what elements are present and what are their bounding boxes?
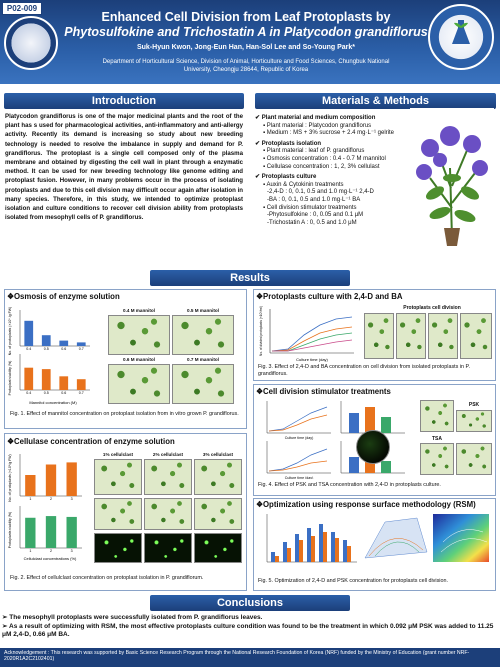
micrograph-culture-4	[460, 313, 492, 359]
micrograph-3pct-fluorescence	[194, 533, 242, 563]
figure-4-caption: Fig. 4. Effect of PSK and TSA concentration with 2,4-D in protoplasts culture.	[258, 482, 441, 488]
panel-osmosis-title: ❖Osmosis of enzyme solution	[7, 292, 120, 301]
panel-stimulator-title: ❖Cell division stimulator treatments	[256, 387, 391, 396]
micrograph-culture-dish	[356, 430, 390, 464]
stimulator-xlabel: Culture time (day)	[284, 476, 314, 479]
methods-item: ▪ Osmosis concentration : 0.4 - 0.7 M mannitol	[263, 155, 386, 162]
chart-tick-label: 0.5	[43, 391, 49, 395]
cellulase-xlabel: Cellulclast concentrations (%)	[23, 556, 77, 561]
chart-bar	[24, 321, 33, 346]
methods-subitem: -Phytosulfokine : 0, 0.05 and 0.1 μM	[267, 212, 364, 219]
micrograph-3pct-brightfield	[194, 459, 242, 495]
micrograph-psk-2	[456, 410, 492, 432]
methods-subitem: -2,4-D : 0, 0.1, 0.5 and 1.0 mg·L⁻¹ 2,4-D	[267, 189, 374, 196]
chart-bar	[59, 341, 68, 346]
micrograph-1pct-fluorescence	[94, 533, 142, 563]
chart-tick-label: 0.4	[26, 347, 32, 351]
poster-title: Enhanced Cell Division from Leaf Protoplasts by Phytosulfokine and Trichostatin A in Platycodon grandiflorus	[64, 10, 428, 39]
chart-bar	[42, 335, 51, 346]
micrograph-3pct-mid	[194, 498, 242, 530]
methods-item: ▪ Medium : MS + 3% sucrose + 2.4 mg·L⁻¹ gelrite	[263, 130, 395, 137]
methods-subitem: -BA : 0, 0.1, 0.5 and 1.0 mg·L⁻¹ BA	[267, 196, 361, 203]
poster-authors: Suk-Hyun Kwon, Jong-Eun Han, Han-Sol Lee and So-Young Park*	[136, 44, 356, 51]
section-conclusions: Conclusions	[150, 595, 350, 611]
micrograph-2pct-mid	[144, 498, 192, 530]
chart-bar	[67, 517, 77, 548]
conclusion-item: ➢ The mesophyll protoplasts were successfully isolated from P. grandiflorus leaves.	[2, 614, 263, 621]
osmosis-charts	[8, 306, 98, 406]
rsm-charts	[257, 512, 493, 574]
acknowledgement-footer: Acknowledgement : This research was supported by Basic Science Research Program through the National Research Foundation of Korea (NRF) funded by the Ministry of Education (grant number NRF-2020R1A2C2102401)	[0, 648, 500, 667]
image-label: 0.4 M mannitol	[123, 308, 155, 313]
chart-bar	[67, 462, 77, 496]
chart-tick-label: 0.6	[61, 391, 67, 395]
right-arrow-icon: ➢	[2, 622, 8, 630]
methods-list	[255, 112, 420, 227]
micrograph-2pct-brightfield	[144, 459, 192, 495]
methods-item: ▪ Plant material : Platycodon grandiflorus	[263, 122, 372, 129]
micrograph-0-5m	[172, 315, 234, 355]
section-introduction: Introduction	[4, 93, 244, 109]
chart-bar	[25, 475, 35, 496]
micrograph-tsa	[420, 443, 454, 475]
figure-2-caption: Fig. 2. Effect of cellulclast concentration on protoplast isolation in P. grandiflorum.	[10, 575, 204, 581]
micrograph-culture-3	[428, 313, 458, 359]
chart-bar	[42, 369, 51, 390]
chart-bar	[77, 342, 86, 346]
micrograph-0-6m	[108, 364, 170, 404]
methods-item: ▪ Plant material : leaf of P. grandiflorus	[263, 148, 365, 155]
culture-ylabel: No. of divided protoplasts (×10⁵/ml)	[259, 306, 263, 356]
chart-bar	[77, 379, 86, 390]
osmosis-xlabel: Mannitol concentration (M)	[29, 400, 77, 405]
right-arrow-icon: ➢	[2, 614, 8, 621]
methods-heading-isolation: ✔ Protoplasts isolation	[255, 140, 322, 147]
figure-1-caption: Fig. 1. Effect of mannitol concentration on protoplast isolation from in vitro grown P. grandiflorus.	[10, 411, 239, 417]
micrograph-psk	[420, 400, 454, 432]
chart-tick-label: 3	[70, 549, 73, 553]
chart-tick-label: 0.5	[43, 347, 49, 351]
micrograph-culture-2	[396, 313, 426, 359]
culture-image-header: Protoplasts cell division	[403, 305, 461, 311]
panel-cellulase-title: ❖Cellulase concentration of enzyme solution	[7, 437, 175, 446]
micrograph-2pct-fluorescence	[144, 533, 192, 563]
figure-3-caption: Fig. 3. Effect of 2,4-D and BA concentration on cell division from isolated protoplasts in P. grandiflorus.	[258, 364, 470, 377]
chart-tick-label: 2	[50, 497, 52, 501]
cellulase-charts	[8, 450, 88, 562]
conclusion-item: ➢ As a result of optimizing with RSM, the most effective protoplasts culture condition was found to be the treatment in which 0.092 μM PSK was added to 11.25 μM 2,4-D, 0.66 μM BA.	[2, 622, 494, 638]
chart-tick-label: 0.7	[78, 347, 84, 351]
micrograph-1pct-mid	[94, 498, 142, 530]
chart-tick-label: 1	[29, 549, 32, 553]
micrograph-0-7m	[172, 364, 234, 404]
methods-subitem: -Trichostatin A : 0, 0.5 and 1.0 μM	[267, 219, 357, 226]
culture-xlabel: Culture time (day)	[296, 357, 328, 362]
micrograph-0-4m	[108, 315, 170, 355]
introduction-text: Platycodon grandiflorus is one of the major medicinal plants and the root of the plant has s used for pharmacological activities, anti-inflammatory and anti-allergy activity. Recently its demand is increasing so study about new breeding technology is needed to resolve the imbalance in supply and demand for P. grandiflorus. The protoplast is a single cell composed only of the plasma membrane and obtained by digesting the cell wall in plant through a enzymatic method. It can be used for new breeding technology like genome editing and protoplast fusion. However, in many problems occur in the process of isolating protoplasts and due to this cell division may difficult occur again after isolation in many species. Therefore, in this study, we intended to optimize protoplast isolation and culture conditions to recover cell division ability from protoplasts isolated from mesophyll cells of P. grandiflorus.	[5, 113, 243, 222]
flask-icon	[452, 20, 470, 46]
micrograph-1pct-brightfield	[94, 459, 142, 495]
lab-logo	[428, 4, 494, 70]
poster-id-badge: P02-009	[2, 2, 42, 15]
cellulase-ylabel-bottom: Protoplasts viability (%)	[8, 511, 12, 549]
chart-tick-label: 0.4	[26, 391, 32, 395]
osmosis-ylabel-top: No. of protoplasts (×10⁵ /g FW)	[8, 306, 12, 356]
methods-heading-plant-material: ✔ Plant material and medium composition	[255, 115, 376, 121]
poster-affiliation: Department of Horticultural Science, Division of Animal, Horticulture and Food Sciences, Chungbuk National University, Cheongju 28644, Republic of Korea	[102, 59, 390, 73]
image-label: 2% cellulclast	[152, 452, 184, 457]
poster-header	[0, 0, 500, 84]
micrograph-tsa-2	[456, 443, 492, 475]
panel-culture-title: ❖Protoplasts culture with 2,4-D and BA	[256, 292, 403, 301]
chart-tick-label: 3	[70, 497, 73, 501]
chart-tick-label: 1	[29, 497, 32, 501]
label-psk: PSK	[468, 402, 480, 408]
chart-bar	[59, 376, 68, 390]
micrograph-culture-1	[364, 313, 394, 359]
image-label: 0.5 M mannitol	[187, 308, 219, 313]
figure-5-caption: Fig. 5. Optimization of 2,4-D and PSK concentration for protoplasts cell division.	[258, 578, 448, 584]
chart-bar	[24, 368, 33, 390]
conclusions-list	[2, 614, 498, 640]
chart-tick-label: 0.6	[61, 347, 67, 351]
methods-heading-culture: ✔ Protoplasts culture	[255, 174, 317, 181]
cellulase-ylabel-top: No. of protoplasts (×10⁵/g FW)	[8, 454, 12, 502]
methods-item: ▪ Cellulase concentration : 1, 2, 3% cellulast	[263, 163, 380, 170]
image-label: 1% cellulclast	[102, 452, 134, 457]
section-results: Results	[150, 270, 350, 286]
panel-rsm-title: ❖Optimization using response surface methodology (RSM)	[256, 500, 476, 509]
culture-line-chart	[258, 305, 358, 363]
chart-bar	[46, 465, 56, 497]
label-tsa: TSA	[432, 436, 442, 442]
methods-item: ▪ Auxin & Cytokinin treatments	[263, 181, 344, 188]
chart-tick-label: 0.7	[78, 391, 84, 395]
chart-bar	[25, 518, 35, 548]
chart-tick-label: 2	[50, 549, 52, 553]
platycodon-plant-photo	[410, 108, 494, 248]
stimulator-xlabel: Culture time (day)	[284, 436, 314, 440]
university-seal-logo	[4, 16, 58, 70]
image-label: 3% cellulclast	[202, 452, 234, 457]
section-materials-methods: Materials & Methods	[255, 93, 496, 109]
methods-item: ▪ Cell division stimulator treatments	[263, 204, 357, 211]
stimulator-charts	[257, 399, 417, 479]
image-label: 0.6 M mannitol	[123, 357, 155, 362]
image-label: 0.7 M mannitol	[187, 357, 219, 362]
chart-bar	[46, 516, 56, 548]
osmosis-ylabel-bottom: Protoplast viability (%)	[8, 360, 12, 396]
